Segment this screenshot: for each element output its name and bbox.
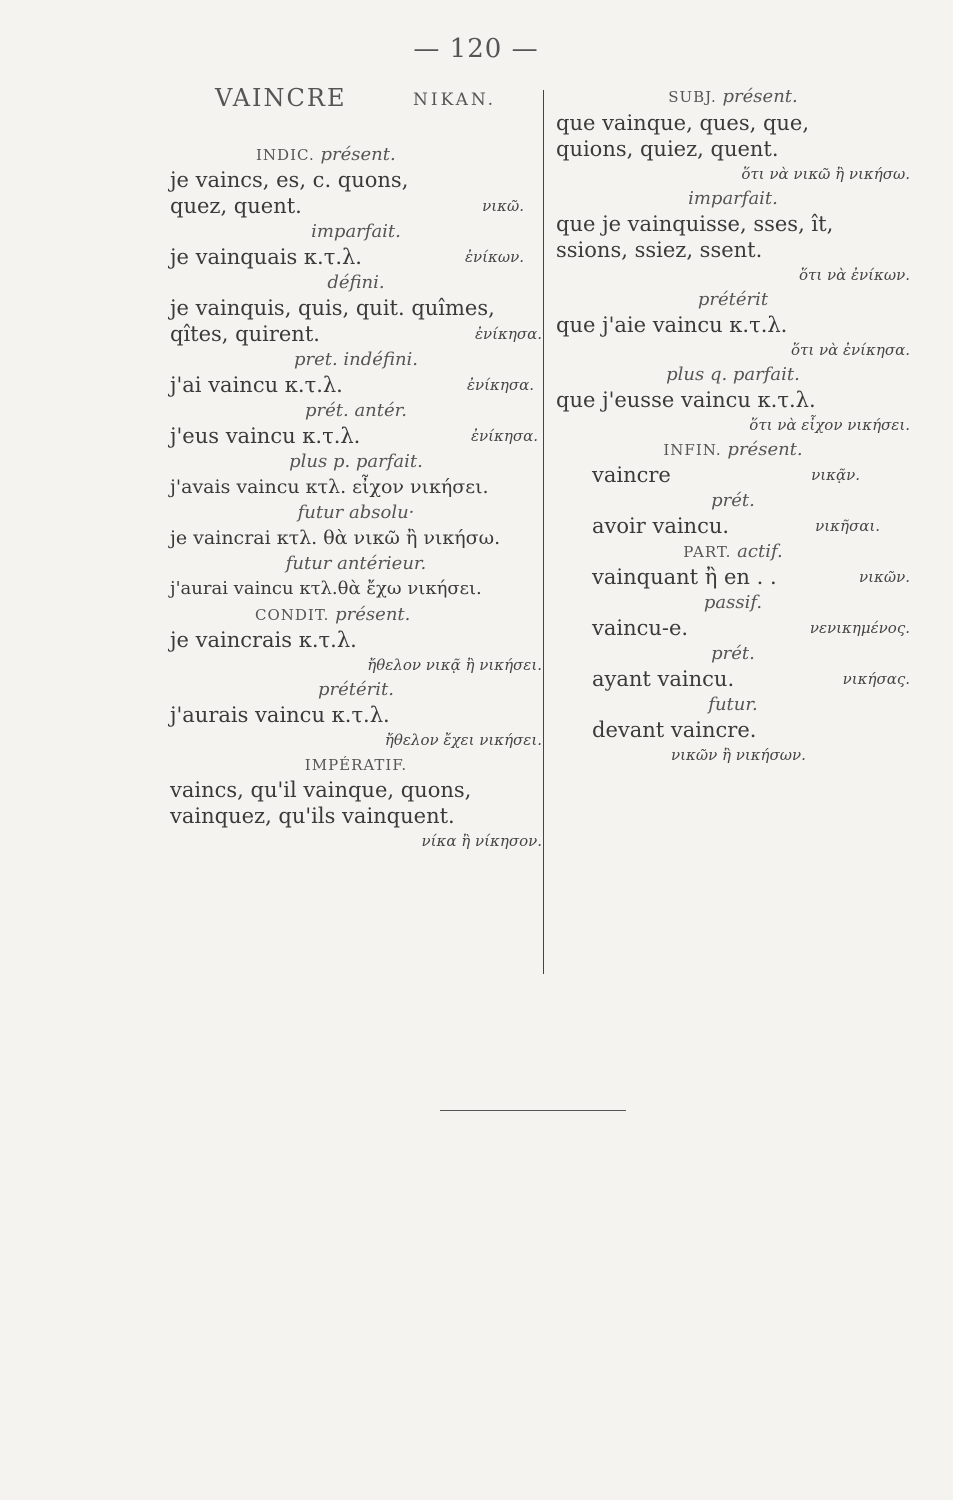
- conj-line: que j'aie vaincu κ.τ.λ.: [556, 313, 788, 337]
- conj-line: que je vainquisse, sses, ît,: [556, 212, 834, 236]
- tense-heading: passif.: [703, 592, 763, 613]
- end-rule: [440, 1110, 626, 1111]
- greek-equivalent: νενικημένος.: [809, 619, 910, 637]
- conj-line: vainquant ἢ en . . νικῶν.: [592, 565, 910, 589]
- tense-heading: futur.: [708, 694, 758, 715]
- tense-heading: défini.: [327, 272, 385, 293]
- conj-line: vaincu-e. νενικημένος.: [592, 616, 910, 640]
- tense-heading: plus q. parfait.: [666, 364, 800, 385]
- greek-equivalent: νικήσας.: [842, 670, 910, 688]
- conj-line: je vaincs, es, c. quons,: [170, 168, 409, 192]
- conj-line: je vaincrais κ.τ.λ.: [170, 628, 357, 652]
- conj-line: j'avais vaincu κτλ. εἶχον νικήσει.: [170, 476, 489, 498]
- page-number: — 120 —: [413, 34, 539, 64]
- tense-heading: PART. actif.: [683, 541, 783, 562]
- mood-label: INFIN.: [663, 441, 722, 459]
- conj-line: je vainquais κ.τ.λ. ἐνίκων.: [170, 245, 524, 269]
- conj-line: j'aurai vaincu κτλ.θὰ ἔχω νικήσει.: [170, 578, 482, 599]
- tense-heading: plus p. parfait.: [289, 451, 423, 472]
- tense-heading: prét.: [711, 490, 755, 511]
- tense-heading: [170, 752, 542, 777]
- greek-equivalent: ἐνίκησα.: [474, 325, 542, 343]
- greek-equivalent: ὅτι νὰ ἐνίκων.: [799, 266, 910, 284]
- tense-heading: prét. antér.: [304, 400, 407, 421]
- conj-line: que j'eusse vaincu κ.τ.λ.: [556, 388, 816, 412]
- tense-heading: INDIC. présent.: [256, 144, 396, 165]
- tense-heading: imparfait.: [688, 188, 778, 209]
- greek-equivalent: νικῶ.: [482, 197, 524, 215]
- conj-line: qîtes, quirent. ἐνίκησα.: [170, 322, 542, 346]
- greek-equivalent: ὅτι νὰ ἐνίκησα.: [790, 341, 910, 359]
- greek-equivalent: νίκα ἢ νίκησον.: [421, 832, 542, 850]
- conj-line: que vainque, ques, que,: [556, 111, 810, 135]
- right-column: [556, 84, 910, 767]
- conj-line: vaincre νικᾷν.: [592, 463, 860, 487]
- conj-line: avoir vaincu. νικῆσαι.: [592, 514, 880, 538]
- conj-line: ssions, ssiez, ssent.: [556, 238, 763, 262]
- greek-equivalent: νικῆσαι.: [815, 517, 880, 535]
- conj-line: je vainquis, quis, quit. quîmes,: [170, 296, 495, 320]
- greek-equivalent: ὅτι νὰ νικῶ ἢ νικήσω.: [741, 165, 910, 183]
- conj-line: vaincs, qu'il vainque, quons,: [170, 778, 472, 802]
- conj-line: j'aurais vaincu κ.τ.λ.: [170, 703, 390, 727]
- greek-equivalent: νικῶν ἢ νικήσων.: [671, 746, 806, 764]
- tense-heading: futur absolu·: [297, 502, 415, 523]
- conj-line: devant vaincre.: [592, 718, 757, 742]
- conj-line: vainquez, qu'ils vainquent.: [170, 804, 455, 828]
- mood-label: CONDIT.: [255, 606, 330, 624]
- heading: [170, 84, 542, 142]
- tense-heading: INFIN. présent.: [663, 439, 803, 460]
- conj-line: quez, quent. νικῶ.: [170, 194, 524, 218]
- greek-equivalent: ἐνίκων.: [464, 248, 524, 266]
- tense-heading: SUBJ. présent.: [668, 86, 798, 107]
- conj-line: je vaincrai κτλ. θὰ νικῶ ἢ νικήσω.: [170, 527, 501, 549]
- greek-equivalent: νικᾷν.: [811, 466, 860, 484]
- conj-line: quions, quiez, quent.: [556, 137, 779, 161]
- conj-line: j'eus vaincu κ.τ.λ. ἐνίκησα.: [170, 424, 538, 448]
- conj-line: ayant vaincu. νικήσας.: [592, 667, 910, 691]
- tense-heading: CONDIT. présent.: [255, 604, 411, 625]
- greek-equivalent: ἐνίκησα.: [466, 376, 534, 394]
- tense-heading: prétérit.: [318, 679, 394, 700]
- tense-heading: imparfait.: [311, 221, 401, 242]
- tense-heading: pret. indéfini.: [293, 349, 419, 370]
- mood-label: INDIC.: [256, 146, 315, 164]
- verb-title: VAINCRE: [215, 84, 347, 112]
- mood-label: SUBJ.: [668, 88, 717, 106]
- greek-equivalent: νικῶν.: [859, 568, 910, 586]
- conj-line: j'ai vaincu κ.τ.λ. ἐνίκησα.: [170, 373, 534, 397]
- greek-equivalent: ἐνίκησα.: [470, 427, 538, 445]
- greek-equivalent: ὅτι νὰ εἶχον νικήσει.: [749, 416, 910, 434]
- mood-label: PART.: [683, 543, 732, 561]
- left-column: [170, 84, 542, 853]
- mood-label: IMPÉRATIF.: [304, 756, 408, 774]
- tense-heading: futur antérieur.: [285, 553, 427, 574]
- greek-equivalent: ἤθελον ἔχει νικήσει.: [384, 731, 542, 749]
- verb-title-greek: NIKAN.: [413, 90, 497, 110]
- greek-equivalent: ἤθελον νικᾷ ἢ νικήσει.: [367, 656, 542, 674]
- tense-heading: prétérit: [697, 289, 769, 310]
- tense-heading: prét.: [711, 643, 755, 664]
- column-divider: [543, 90, 544, 974]
